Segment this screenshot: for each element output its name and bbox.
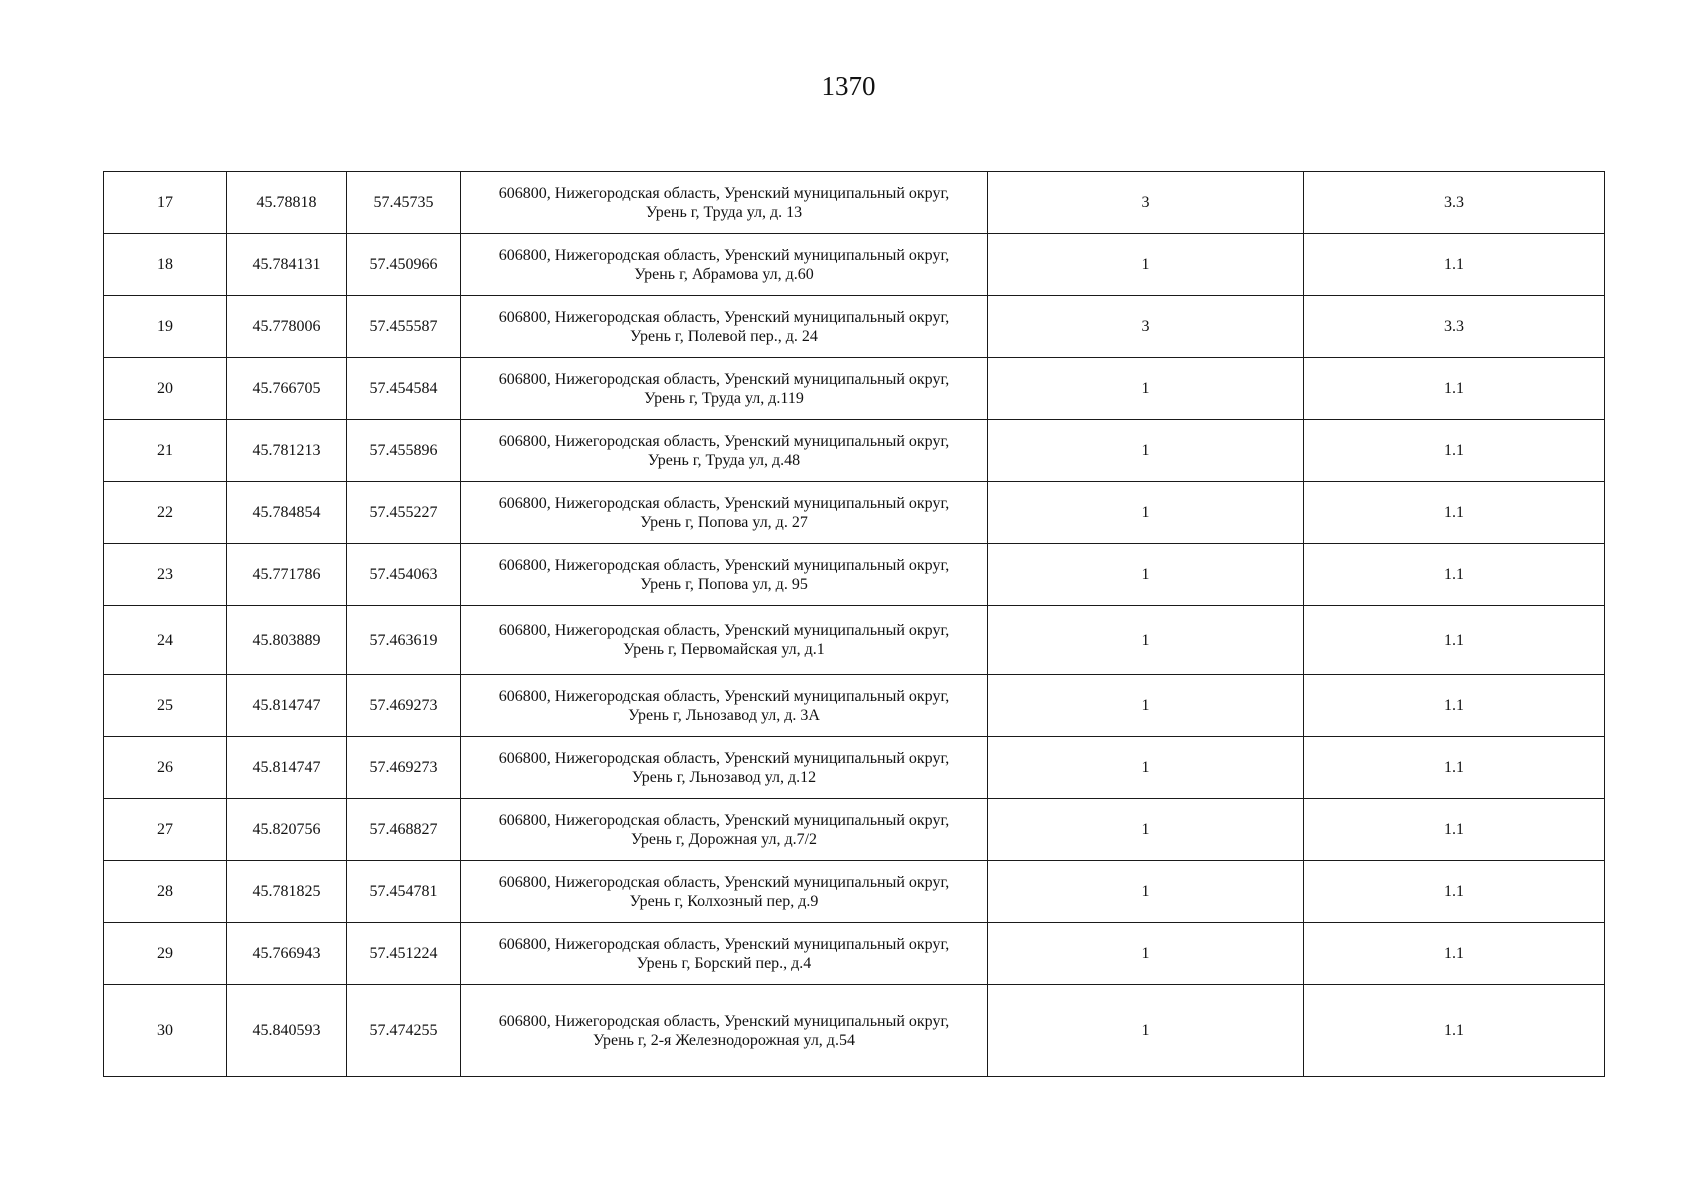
count-cell: 1: [988, 482, 1304, 544]
longitude-cell: 45.784854: [227, 482, 347, 544]
longitude-cell: 45.78818: [227, 172, 347, 234]
address-line-1: 606800, Нижегородская область, Уренский муниципальный округ,: [498, 1012, 950, 1030]
latitude-cell: 57.474255: [347, 985, 461, 1077]
address-line-2: Урень г, Труда ул, д.119: [644, 389, 804, 407]
address-line-2: Урень г, Дорожная ул, д.7/2: [630, 830, 818, 848]
address-cell: [461, 799, 988, 861]
address-cell: [461, 923, 988, 985]
address-cell: [461, 296, 988, 358]
table-row: [104, 606, 1605, 675]
longitude-cell: 45.803889: [227, 606, 347, 675]
latitude-cell: 57.455227: [347, 482, 461, 544]
volume-cell: 1.1: [1304, 544, 1605, 606]
volume-cell: 1.1: [1304, 234, 1605, 296]
count-cell: 3: [988, 296, 1304, 358]
latitude-cell: 57.455896: [347, 420, 461, 482]
latitude-cell: 57.455587: [347, 296, 461, 358]
count-cell: 1: [988, 358, 1304, 420]
address-cell: [461, 861, 988, 923]
address-line-2: Урень г, Полевой пер., д. 24: [630, 327, 818, 345]
address-line-1: 606800, Нижегородская область, Уренский муниципальный округ,: [498, 811, 950, 829]
row-number-cell: 18: [104, 234, 227, 296]
latitude-cell: 57.45735: [347, 172, 461, 234]
row-number-cell: 29: [104, 923, 227, 985]
count-cell: 1: [988, 861, 1304, 923]
count-cell: 1: [988, 923, 1304, 985]
row-number-cell: 25: [104, 675, 227, 737]
address-cell: [461, 985, 988, 1077]
latitude-cell: 57.451224: [347, 923, 461, 985]
table-row: [104, 675, 1605, 737]
row-number-cell: 26: [104, 737, 227, 799]
longitude-cell: 45.781213: [227, 420, 347, 482]
address-line-1: 606800, Нижегородская область, Уренский муниципальный округ,: [498, 556, 950, 574]
row-number-cell: 28: [104, 861, 227, 923]
registry-table-body: [104, 172, 1605, 1077]
address-line-1: 606800, Нижегородская область, Уренский муниципальный округ,: [498, 246, 950, 264]
table-row: [104, 296, 1605, 358]
table-row: [104, 544, 1605, 606]
volume-cell: 1.1: [1304, 799, 1605, 861]
registry-table: [103, 171, 1605, 1077]
volume-cell: 1.1: [1304, 482, 1605, 544]
volume-cell: 1.1: [1304, 985, 1605, 1077]
address-cell: [461, 737, 988, 799]
latitude-cell: 57.468827: [347, 799, 461, 861]
latitude-cell: 57.469273: [347, 737, 461, 799]
table-row: [104, 358, 1605, 420]
latitude-cell: 57.454584: [347, 358, 461, 420]
longitude-cell: 45.814747: [227, 675, 347, 737]
longitude-cell: 45.781825: [227, 861, 347, 923]
row-number-cell: 19: [104, 296, 227, 358]
row-number-cell: 17: [104, 172, 227, 234]
count-cell: 1: [988, 544, 1304, 606]
count-cell: 1: [988, 234, 1304, 296]
address-cell: [461, 482, 988, 544]
row-number-cell: 24: [104, 606, 227, 675]
longitude-cell: 45.820756: [227, 799, 347, 861]
address-cell: [461, 172, 988, 234]
longitude-cell: 45.814747: [227, 737, 347, 799]
address-line-2: Урень г, Труда ул, д.48: [647, 451, 801, 469]
count-cell: 1: [988, 985, 1304, 1077]
address-line-1: 606800, Нижегородская область, Уренский муниципальный округ,: [498, 494, 950, 512]
volume-cell: 3.3: [1304, 296, 1605, 358]
address-line-2: Урень г, Попова ул, д. 95: [640, 575, 808, 593]
row-number-cell: 21: [104, 420, 227, 482]
table-row: [104, 923, 1605, 985]
latitude-cell: 57.454063: [347, 544, 461, 606]
address-line-2: Урень г, Попова ул, д. 27: [640, 513, 808, 531]
address-cell: [461, 420, 988, 482]
address-line-2: Урень г, Льнозавод ул, д.12: [631, 768, 817, 786]
address-line-2: Урень г, Колхозный пер, д.9: [629, 892, 819, 910]
address-line-1: 606800, Нижегородская область, Уренский муниципальный округ,: [498, 687, 950, 705]
address-line-1: 606800, Нижегородская область, Уренский муниципальный округ,: [498, 432, 950, 450]
table-row: [104, 985, 1605, 1077]
volume-cell: 1.1: [1304, 420, 1605, 482]
address-cell: [461, 234, 988, 296]
count-cell: 3: [988, 172, 1304, 234]
volume-cell: 1.1: [1304, 923, 1605, 985]
table-row: [104, 420, 1605, 482]
address-line-1: 606800, Нижегородская область, Уренский муниципальный округ,: [498, 184, 950, 202]
address-line-1: 606800, Нижегородская область, Уренский муниципальный округ,: [498, 749, 950, 767]
volume-cell: 3.3: [1304, 172, 1605, 234]
count-cell: 1: [988, 737, 1304, 799]
longitude-cell: 45.778006: [227, 296, 347, 358]
address-line-2: Урень г, Борский пер., д.4: [636, 954, 812, 972]
address-cell: [461, 606, 988, 675]
row-number-cell: 22: [104, 482, 227, 544]
address-line-2: Урень г, Первомайская ул, д.1: [623, 641, 825, 658]
count-cell: 1: [988, 420, 1304, 482]
table-row: [104, 861, 1605, 923]
address-line-1: 606800, Нижегородская область, Уренский муниципальный округ,: [498, 622, 950, 639]
address-cell: [461, 358, 988, 420]
address-cell: [461, 544, 988, 606]
table-row: [104, 799, 1605, 861]
latitude-cell: 57.463619: [347, 606, 461, 675]
longitude-cell: 45.766943: [227, 923, 347, 985]
table-row: [104, 737, 1605, 799]
row-number-cell: 27: [104, 799, 227, 861]
row-number-cell: 30: [104, 985, 227, 1077]
address-line-1: 606800, Нижегородская область, Уренский муниципальный округ,: [498, 370, 950, 388]
latitude-cell: 57.454781: [347, 861, 461, 923]
table-row: [104, 482, 1605, 544]
latitude-cell: 57.450966: [347, 234, 461, 296]
address-line-2: Урень г, Абрамова ул, д.60: [634, 265, 814, 283]
address-line-1: 606800, Нижегородская область, Уренский муниципальный округ,: [498, 935, 950, 953]
count-cell: 1: [988, 606, 1304, 675]
table-row: [104, 234, 1605, 296]
longitude-cell: 45.771786: [227, 544, 347, 606]
volume-cell: 1.1: [1304, 861, 1605, 923]
address-line-1: 606800, Нижегородская область, Уренский муниципальный округ,: [498, 873, 950, 891]
longitude-cell: 45.784131: [227, 234, 347, 296]
longitude-cell: 45.840593: [227, 985, 347, 1077]
volume-cell: 1.1: [1304, 737, 1605, 799]
count-cell: 1: [988, 675, 1304, 737]
page-number: 1370: [821, 71, 876, 101]
address-line-1: 606800, Нижегородская область, Уренский муниципальный округ,: [498, 308, 950, 326]
table-row: [104, 172, 1605, 234]
volume-cell: 1.1: [1304, 358, 1605, 420]
row-number-cell: 20: [104, 358, 227, 420]
address-line-2: Урень г, Труда ул, д. 13: [645, 203, 803, 221]
address-line-2: Урень г, Льнозавод ул, д. 3А: [628, 706, 820, 724]
count-cell: 1: [988, 799, 1304, 861]
row-number-cell: 23: [104, 544, 227, 606]
address-cell: [461, 675, 988, 737]
latitude-cell: 57.469273: [347, 675, 461, 737]
volume-cell: 1.1: [1304, 675, 1605, 737]
volume-cell: 1.1: [1304, 606, 1605, 675]
longitude-cell: 45.766705: [227, 358, 347, 420]
address-line-2: Урень г, 2-я Железнодорожная ул, д.54: [593, 1031, 855, 1049]
